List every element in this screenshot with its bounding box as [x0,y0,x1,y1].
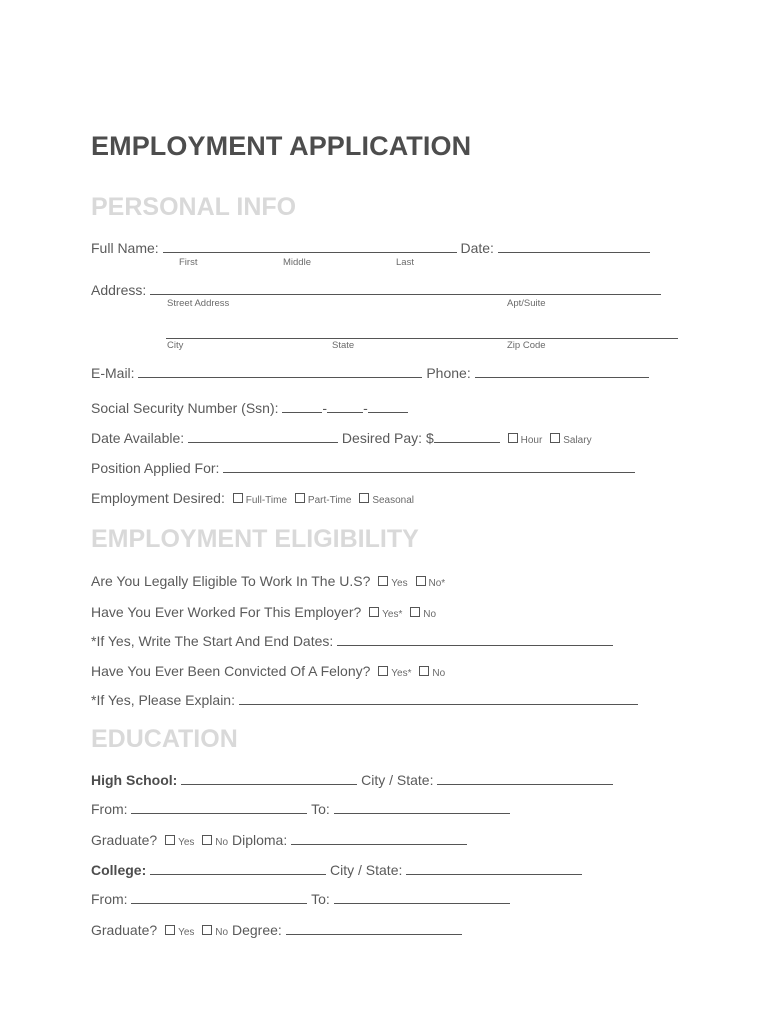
employment-desired-row [91,490,414,506]
high-school-graduate-yes-checkbox[interactable] [165,835,175,845]
legal-no-label: No* [428,578,446,589]
section-heading-personal: PERSONAL INFO [91,193,297,221]
high-school-label: High School: [91,772,178,788]
high-school-graduate-yes-label: Yes [178,837,195,848]
full-time-option-label: Full-Time [245,495,288,506]
high-school-city-state-label: City / State: [361,772,434,788]
college-field[interactable] [150,862,326,875]
desired-pay-label: Desired Pay: $ [341,430,434,446]
high-school-from-field[interactable] [131,801,307,814]
college-label: College: [91,862,147,878]
date-available-field[interactable] [188,430,338,443]
legal-yes-label: Yes [391,578,408,589]
high-school-dates-row [91,801,510,817]
felony-no-checkbox[interactable] [419,666,429,676]
legal-eligibility-question: Are You Legally Eligible To Work In The U.S? [91,573,371,589]
seasonal-option-label: Seasonal [372,495,415,506]
ssn-part1-field[interactable] [282,400,322,413]
college-graduate-label: Graduate? [91,922,158,938]
section-heading-eligibility: EMPLOYMENT ELIGIBILITY [91,525,419,553]
city-hint: City [167,340,184,351]
ssn-label: Social Security Number (Ssn): [91,400,279,416]
college-dates-row [91,891,510,907]
state-hint: State [332,340,355,351]
city-state-zip-field[interactable] [166,338,678,339]
high-school-city-state-field[interactable] [437,772,613,785]
college-from-label: From: [91,891,128,907]
position-field[interactable] [223,460,635,473]
explain-field[interactable] [239,692,638,705]
college-graduate-row [91,922,462,938]
section-heading-education: EDUCATION [91,725,238,753]
college-graduate-no-checkbox[interactable] [202,925,212,935]
felony-yes-label: Yes* [391,668,412,679]
phone-field[interactable] [475,365,649,378]
felony-row [91,663,445,679]
college-graduate-yes-checkbox[interactable] [165,925,175,935]
start-end-dates-row [91,633,613,649]
availability-row [91,430,592,446]
high-school-row [91,772,613,788]
date-available-label: Date Available: [91,430,185,446]
name-first-hint: First [179,257,198,268]
ssn-part3-field[interactable] [368,400,408,413]
felony-no-label: No [432,668,446,679]
phone-label: Phone: [426,365,471,381]
college-to-label: To: [311,891,330,907]
college-graduate-no-label: No [215,927,229,938]
desired-pay-field[interactable] [434,430,500,443]
hour-checkbox[interactable] [508,433,518,443]
worked-yes-checkbox[interactable] [369,607,379,617]
high-school-graduate-row [91,832,467,848]
college-graduate-yes-label: Yes [178,927,195,938]
address-label: Address: [91,282,147,298]
diploma-field[interactable] [291,832,467,845]
email-label: E-Mail: [91,365,135,381]
high-school-to-field[interactable] [334,801,510,814]
college-city-state-field[interactable] [406,862,582,875]
high-school-field[interactable] [181,772,357,785]
position-label: Position Applied For: [91,460,220,476]
employment-desired-label: Employment Desired: [91,490,225,506]
high-school-to-label: To: [311,801,330,817]
college-from-field[interactable] [131,891,307,904]
explain-row [91,692,638,708]
salary-option-label: Salary [563,435,592,446]
full-name-field[interactable] [163,240,457,253]
email-phone-row [91,365,649,381]
legal-eligibility-row [91,573,445,589]
ssn-row: Social Security Number (Ssn): - - [91,400,408,416]
seasonal-checkbox[interactable] [359,493,369,503]
high-school-graduate-label: Graduate? [91,832,158,848]
worked-no-label: No [423,609,437,620]
felony-yes-checkbox[interactable] [378,666,388,676]
street-address-field[interactable] [150,282,661,295]
name-last-hint: Last [396,257,414,268]
date-field[interactable] [498,240,650,253]
explain-label: *If Yes, Please Explain: [91,692,235,708]
college-row [91,862,582,878]
ssn-part2-field[interactable] [327,400,363,413]
felony-question: Have You Ever Been Convicted Of A Felony? [91,663,371,679]
high-school-graduate-no-checkbox[interactable] [202,835,212,845]
degree-field[interactable] [286,922,462,935]
college-city-state-label: City / State: [330,862,403,878]
start-end-dates-label: *If Yes, Write The Start And End Dates: [91,633,334,649]
hour-option-label: Hour [520,435,543,446]
legal-yes-checkbox[interactable] [378,576,388,586]
apt-suite-hint: Apt/Suite [507,298,546,309]
name-middle-hint: Middle [283,257,311,268]
worked-yes-label: Yes* [382,609,403,620]
part-time-checkbox[interactable] [295,493,305,503]
high-school-from-label: From: [91,801,128,817]
college-to-field[interactable] [334,891,510,904]
salary-checkbox[interactable] [550,433,560,443]
part-time-option-label: Part-Time [307,495,352,506]
zip-code-hint: Zip Code [507,340,546,351]
page-title: EMPLOYMENT APPLICATION [91,131,472,161]
worked-before-question: Have You Ever Worked For This Employer? [91,604,362,620]
date-label: Date: [460,240,494,256]
address-row [91,282,661,298]
diploma-label: Diploma: [231,832,288,848]
full-time-checkbox[interactable] [233,493,243,503]
legal-no-checkbox[interactable] [416,576,426,586]
email-field[interactable] [138,365,422,378]
worked-no-checkbox[interactable] [410,607,420,617]
full-name-row [91,240,650,256]
high-school-graduate-no-label: No [215,837,229,848]
street-address-hint: Street Address [167,298,230,309]
position-row [91,460,635,476]
full-name-label: Full Name: [91,240,159,256]
start-end-dates-field[interactable] [337,633,613,646]
degree-label: Degree: [231,922,282,938]
worked-before-row [91,604,436,620]
